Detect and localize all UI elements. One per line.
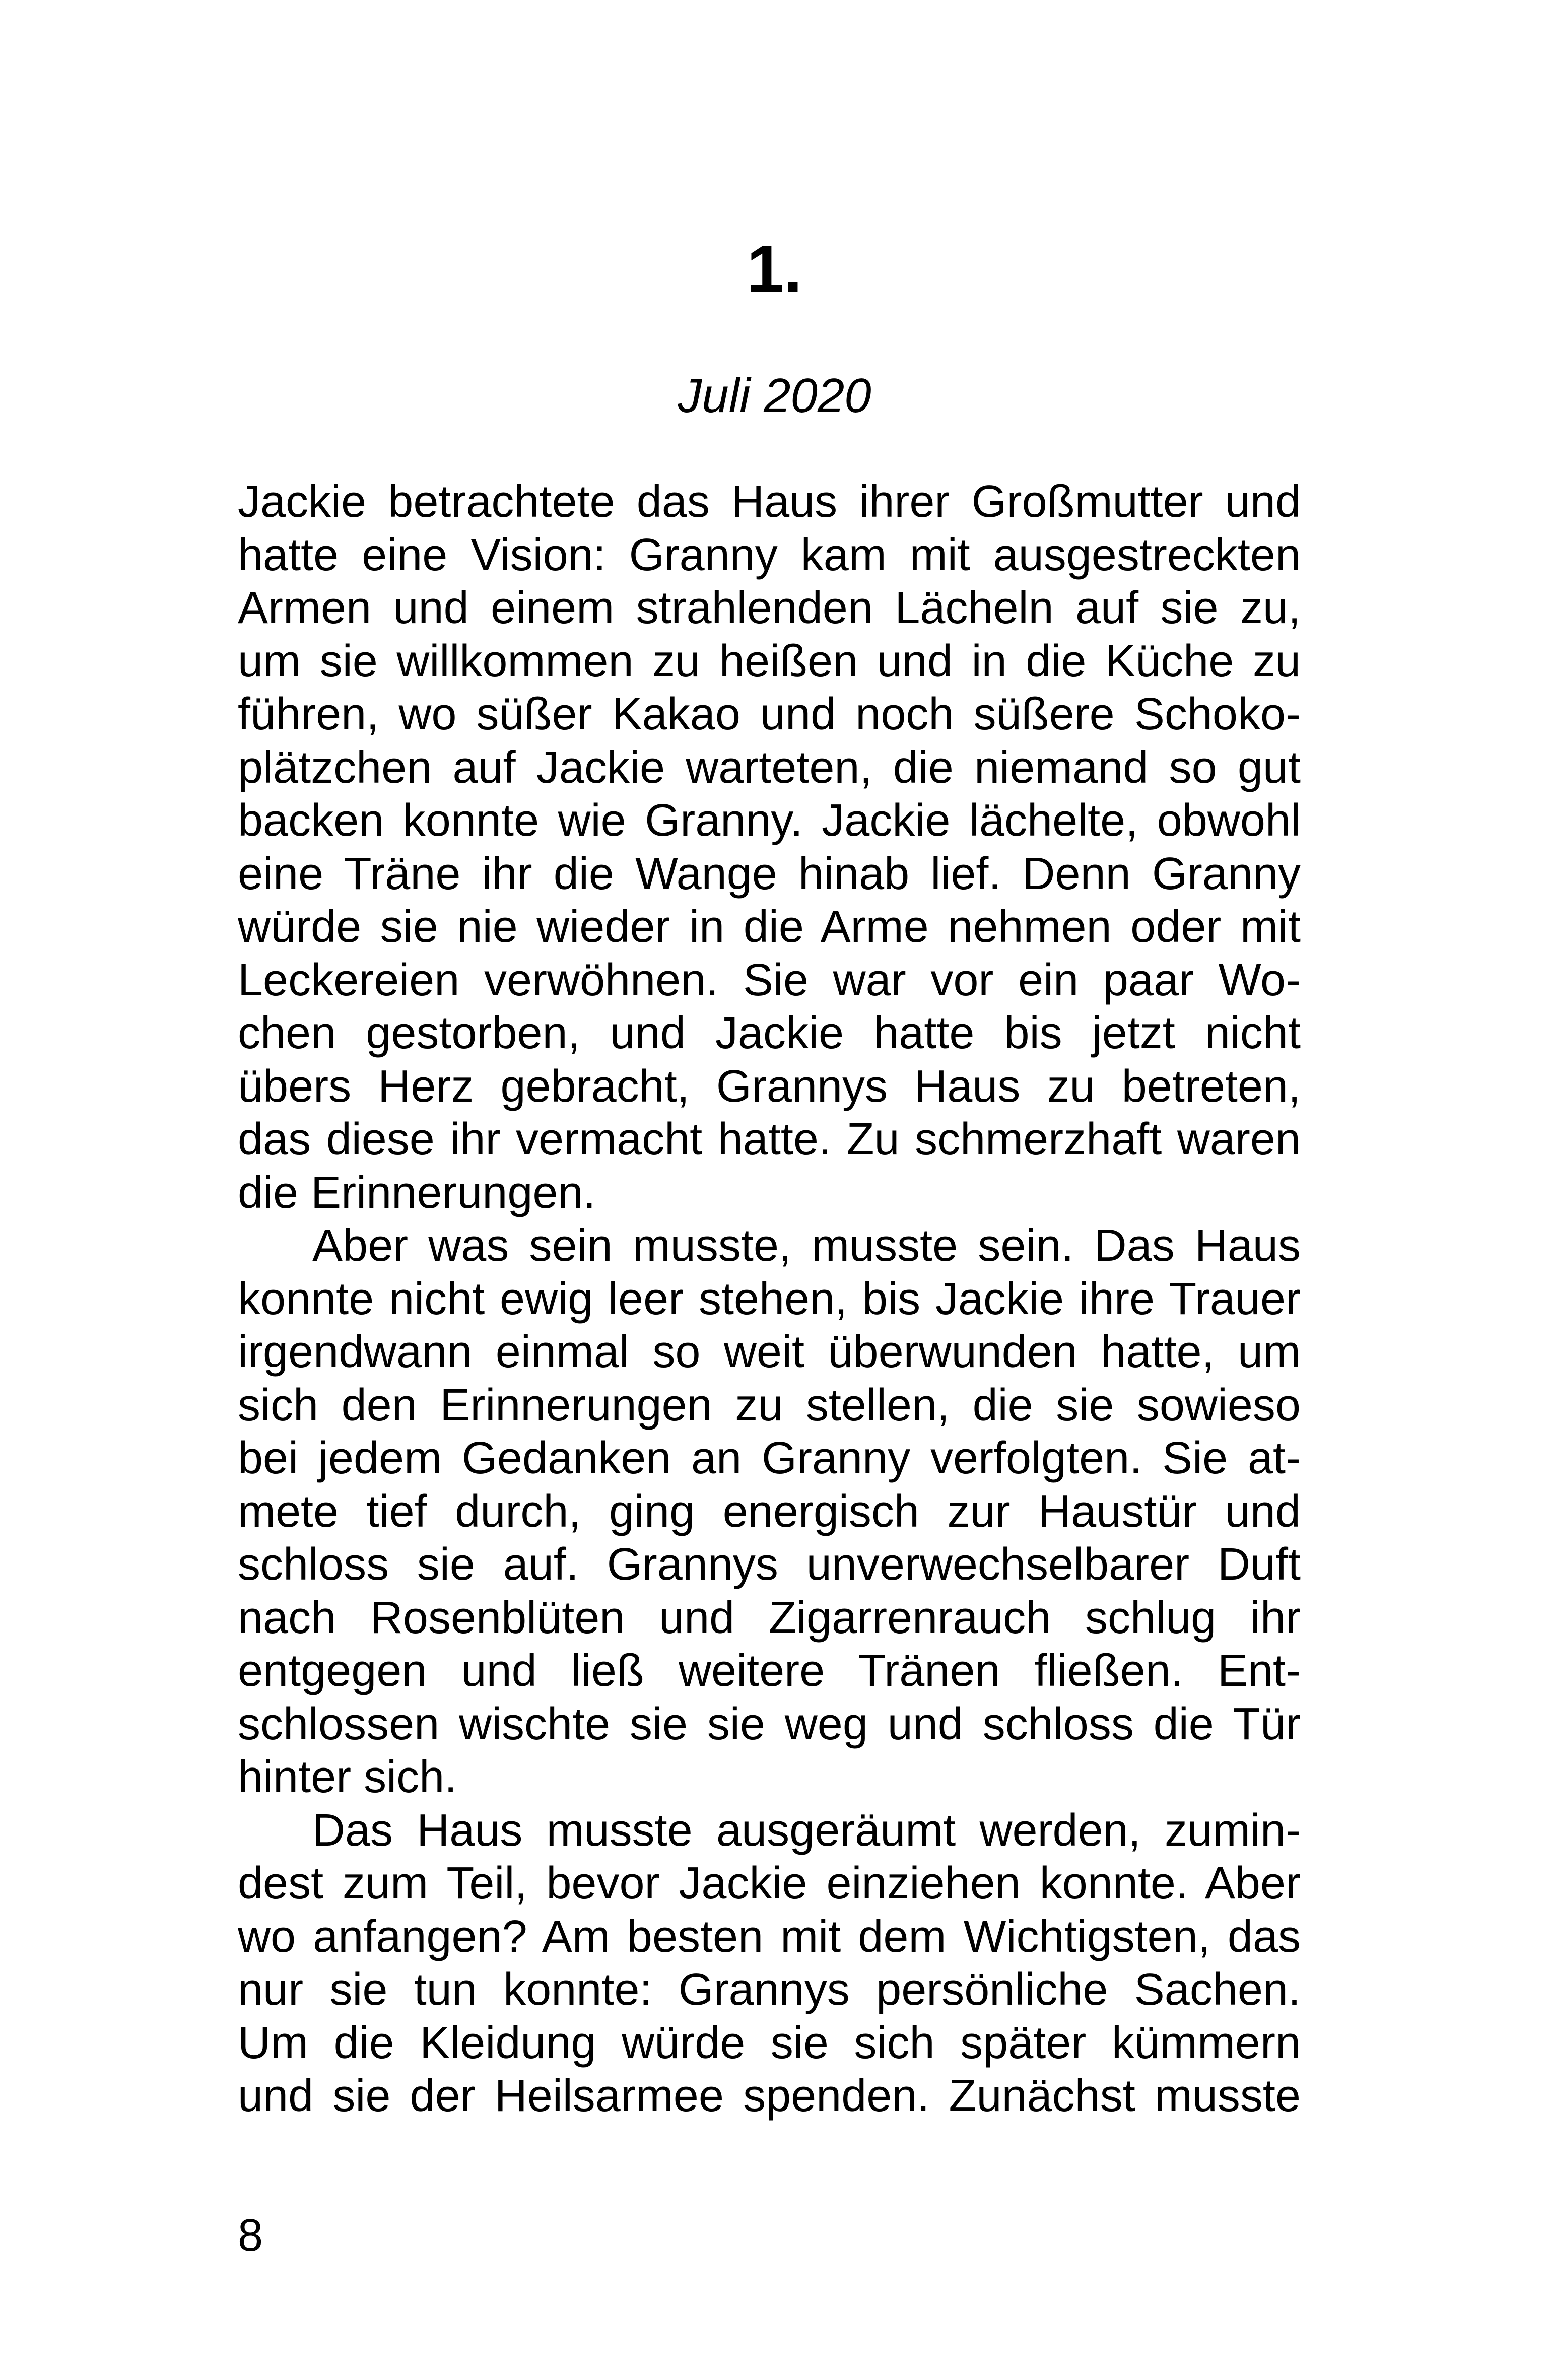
text-line: Jackie betrachtete das Haus ihrer Großmutter und: [238, 477, 1301, 527]
text-line: entgegen und ließ weitere Tränen fließen. Ent-: [238, 1646, 1301, 1696]
text-line: nach Rosenblüten und Zigarrenrauch schlug ihr: [238, 1592, 1301, 1643]
chapter-number: 1.: [747, 232, 802, 306]
text-line: die Erinnerungen.: [238, 1167, 596, 1218]
text-line: backen konnte wie Granny. Jackie lächelte, obwohl: [238, 795, 1301, 846]
paragraph: [238, 1219, 1301, 1804]
text-line: hinter sich.: [238, 1752, 457, 1802]
text-line: schlossen wischte sie sie weg und schloss die Tür: [238, 1698, 1301, 1749]
text-line: hatte eine Vision: Granny kam mit ausgestreckten: [238, 529, 1301, 580]
text-line: konnte nicht ewig leer stehen, bis Jackie ihre Trauer: [238, 1273, 1301, 1324]
text-line: eine Träne ihr die Wange hinab lief. Denn Granny: [238, 848, 1301, 899]
text-line: das diese ihr vermacht hatte. Zu schmerzhaft waren: [238, 1114, 1301, 1165]
text-line: schloss sie auf. Grannys unverwechselbarer Duft: [238, 1539, 1301, 1590]
chapter-date: Juli 2020: [678, 369, 871, 423]
paragraph: [238, 475, 1301, 1219]
text-line: Leckereien verwöhnen. Sie war vor ein paar Wo-: [238, 955, 1301, 1005]
text-line: um sie willkommen zu heißen und in die Küche zu: [238, 636, 1301, 687]
body-text: [238, 475, 1301, 2123]
text-line: chen gestorben, und Jackie hatte bis jetzt nicht: [238, 1008, 1301, 1058]
text-line: mete tief durch, ging energisch zur Haustür und: [238, 1486, 1301, 1537]
text-line: Armen und einem strahlenden Lächeln auf sie zu,: [238, 583, 1301, 633]
text-line: Das Haus musste ausgeräumt werden, zumin-: [312, 1805, 1301, 1856]
text-line: nur sie tun konnte: Grannys persönliche Sachen.: [238, 1964, 1301, 2015]
text-line: wo anfangen? Am besten mit dem Wichtigsten, das: [238, 1911, 1301, 1962]
page-number: 8: [238, 2210, 263, 2261]
paragraph: [238, 1804, 1301, 2123]
text-line: irgendwann einmal so weit überwunden hatte, um: [238, 1327, 1301, 1377]
text-line: führen, wo süßer Kakao und noch süßere Schoko-: [238, 689, 1301, 739]
text-line: übers Herz gebracht, Grannys Haus zu betreten,: [238, 1061, 1301, 1112]
text-line: Um die Kleidung würde sie sich später kümmern: [238, 2017, 1301, 2068]
text-line: bei jedem Gedanken an Granny verfolgten. Sie at-: [238, 1433, 1301, 1483]
text-line: Aber was sein musste, musste sein. Das Haus: [312, 1220, 1301, 1271]
text-line: dest zum Teil, bevor Jackie einziehen konnte. Aber: [238, 1858, 1301, 1909]
text-line: plätzchen auf Jackie warteten, die niemand so gut: [238, 742, 1301, 793]
text-line: sich den Erinnerungen zu stellen, die sie sowieso: [238, 1380, 1301, 1431]
text-line: und sie der Heilsarmee spenden. Zunächst musste: [238, 2071, 1301, 2121]
text-line: würde sie nie wieder in die Arme nehmen oder mit: [238, 902, 1301, 952]
